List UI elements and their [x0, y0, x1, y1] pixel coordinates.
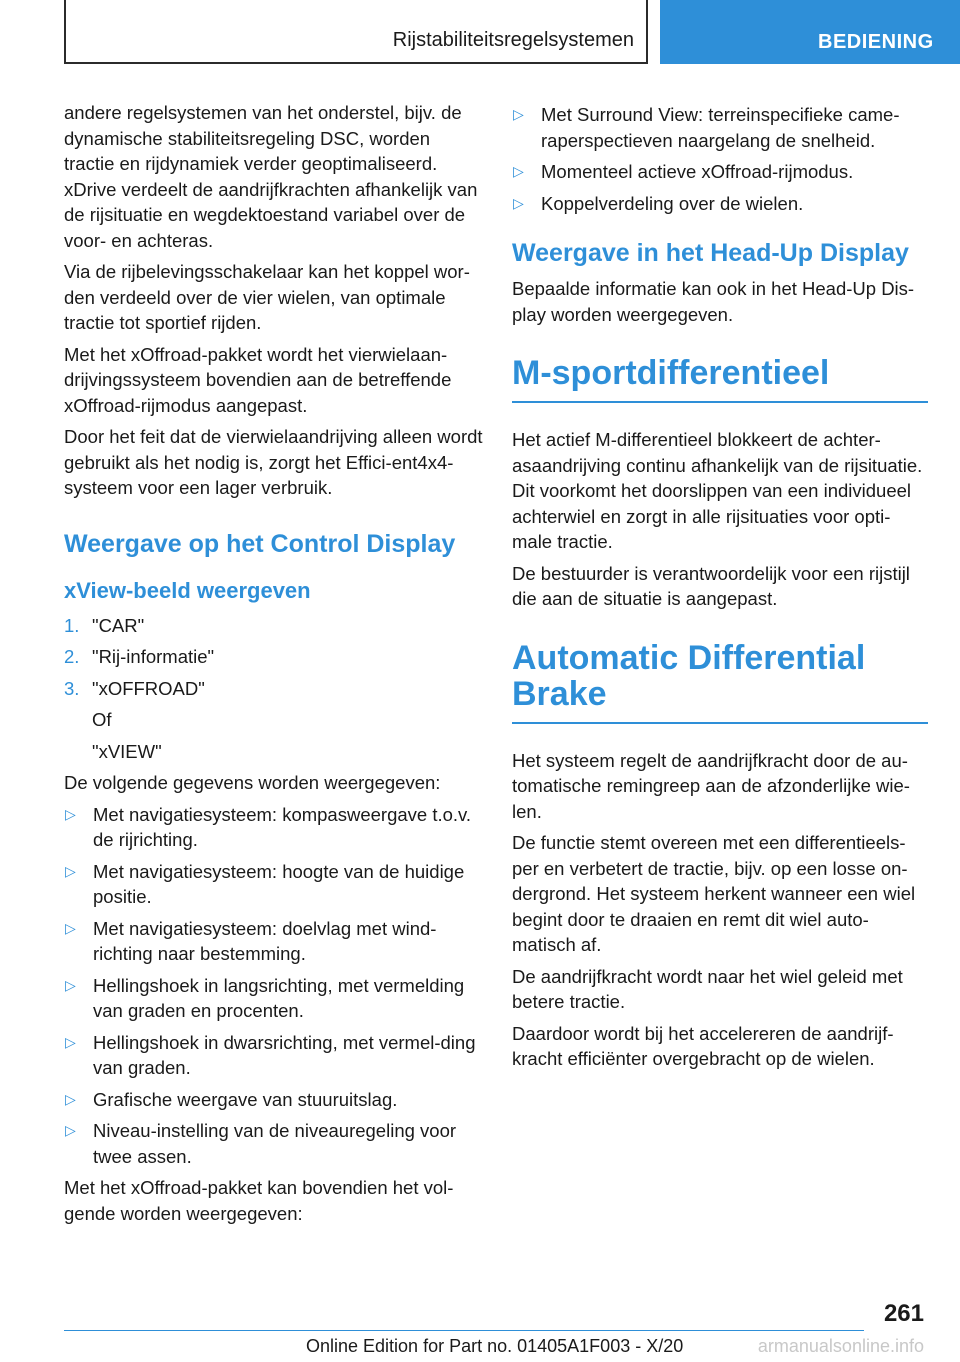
step-alt: "xVIEW" — [92, 740, 162, 762]
bullet-list — [512, 102, 928, 216]
bullet-list — [64, 802, 484, 1170]
step-number: 1. — [64, 614, 80, 636]
bullet-text: Met navigatiesysteem: doelvlag met wind-richting naar bestemming. — [93, 917, 437, 964]
edition-text: Online Edition for Part no. 01405A1F003 - X/20 — [306, 1336, 684, 1356]
bullet-text: Met Surround View: terreinspecifieke came-raperspectieven naargelang de snelheid. — [541, 104, 900, 151]
list-item — [64, 859, 484, 910]
triangle-bullet-icon: ▷ — [65, 1122, 76, 1138]
chapter-tab-label: BEDIENING — [818, 31, 934, 53]
list-item — [64, 1118, 484, 1169]
paragraph: Het systeem regelt de aandrijfkracht door de au-tomatische remingreep aan de afzonderlijke wie-len. — [512, 749, 910, 822]
bullet-text: Momenteel actieve xOffroad-rijmodus. — [541, 161, 854, 182]
paragraph: Het actief M-differentieel blokkeert de achter-asaandrijving continu afhankelijk van de rijsituatie. Dit voorkomt het doorslippen van een individueel achterwiel en zorgt in alle rijsituaties voor opti-male tractie. — [512, 429, 923, 552]
bullet-text: Hellingshoek in dwarsrichting, met vermel-ding van graden. — [93, 1031, 476, 1078]
triangle-bullet-icon: ▷ — [65, 976, 76, 993]
triangle-bullet-icon: ▷ — [65, 919, 76, 936]
list-item — [64, 1087, 484, 1113]
triangle-bullet-icon: ▷ — [513, 106, 524, 122]
step-number: 3. — [64, 677, 80, 699]
chapter-tab[interactable] — [660, 0, 960, 64]
triangle-bullet-icon: ▷ — [513, 163, 524, 179]
heading-automatic-differential-brake: Automatic Differential Brake — [512, 640, 928, 724]
triangle-bullet-icon: ▷ — [65, 805, 76, 822]
heading-m-sport-differential: M-sportdifferentieel — [512, 355, 928, 403]
watermark: armanualsonline.info — [757, 1336, 924, 1356]
heading-hud: Weergave in het Head-Up Display — [512, 239, 909, 267]
bullet-text: Met navigatiesysteem: kompasweergave t.o.v. de rijrichting. — [93, 803, 472, 850]
paragraph: Daardoor wordt bij het accelereren de aandrijf-kracht efficiënter overgebracht op de wielen. — [512, 1022, 894, 1069]
paragraph: De volgende gegevens worden weergegeven: — [64, 772, 441, 793]
bullet-text: Met navigatiesysteem: hoogte van de huidige positie. — [93, 860, 465, 907]
paragraph: Via de rijbelevingsschakelaar kan het koppel wor-den verdeeld over de vier wielen, van optimale tractie tot sportief rijden. — [64, 261, 470, 333]
heading-control-display: Weergave op het Control Display — [64, 529, 456, 558]
list-item — [64, 613, 484, 639]
paragraph: Door het feit dat de vierwielaandrijving alleen wordt gebruikt als het nodig is, zorgt het Effici-ent4x4-systeem voor een lager verbruik. — [64, 426, 483, 498]
steps-list — [64, 613, 484, 702]
bullet-text: Niveau-instelling van de niveauregeling voor twee assen. — [93, 1120, 457, 1167]
paragraph: Met het xOffroad-pakket kan bovendien het vol-gende worden weergegeven: — [64, 1177, 454, 1224]
heading-xview: xView-beeld weergeven — [64, 577, 311, 603]
triangle-bullet-icon: ▷ — [513, 194, 524, 211]
left-column — [64, 100, 484, 1232]
step-text: "CAR" — [92, 614, 145, 636]
page-number: 261 — [883, 1300, 924, 1327]
footer-divider — [64, 1330, 864, 1331]
triangle-bullet-icon: ▷ — [65, 1033, 76, 1050]
section-title: Rijstabiliteitsregelsystemen — [392, 29, 634, 51]
list-item — [64, 916, 484, 967]
list-item — [64, 1030, 484, 1081]
list-item — [512, 159, 928, 185]
list-item — [64, 802, 484, 853]
step-text: "xOFFROAD" — [92, 677, 205, 699]
list-item — [64, 973, 484, 1024]
list-item — [64, 644, 484, 670]
paragraph: Met het xOffroad-pakket wordt het vierwielaan-drijvingssysteem bovendien aan de betreffende xOffroad-rijmodus aangepast. — [64, 343, 452, 416]
header-section-box — [64, 0, 648, 64]
triangle-bullet-icon: ▷ — [65, 1090, 76, 1107]
bullet-text: Grafische weergave van stuuruitslag. — [93, 1088, 398, 1110]
paragraph: andere regelsystemen van het onderstel, bijv. de dynamische stabiliteitsregeling DSC, worden tractie en rijdynamiek verder geoptimaliseerd. xDrive verdeelt de aandrijfkrachten afhankelijk van de rijsituatie en wegdektoestand variabel over de voor- en achteras. — [64, 102, 478, 251]
list-item — [512, 191, 928, 217]
paragraph: Bepaalde informatie kan ook in het Head-Up Dis-play worden weergegeven. — [512, 278, 915, 325]
bullet-text: Koppelverdeling over de wielen. — [541, 192, 804, 214]
paragraph: De functie stemt overeen met een differentieels-per en verbetert de tractie, bijv. op een losse on-dergrond. Het systeem herkent wanneer een wiel begint door te draaien en remt dit wiel auto-matisch af. — [512, 832, 916, 955]
step-text: "Rij-informatie" — [92, 646, 215, 667]
paragraph: De aandrijfkracht wordt naar het wiel geleid met betere tractie. — [512, 965, 903, 1012]
paragraph: De bestuurder is verantwoordelijk voor een rijstijl die aan de situatie is aangepast. — [512, 562, 910, 609]
step-or: Of — [92, 709, 112, 730]
bullet-text: Hellingshoek in langsrichting, met vermelding van graden en procenten. — [93, 974, 465, 1021]
list-item — [512, 102, 928, 153]
right-column — [512, 102, 928, 1078]
triangle-bullet-icon: ▷ — [65, 862, 76, 879]
step-number: 2. — [64, 646, 80, 667]
list-item — [64, 676, 484, 702]
